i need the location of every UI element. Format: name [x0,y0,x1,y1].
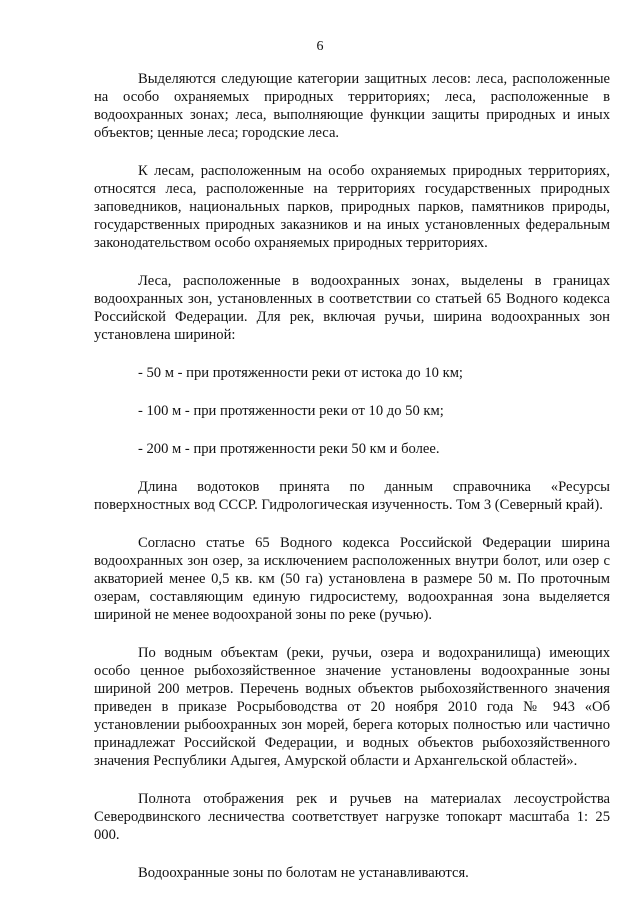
paragraph-protective-forest-categories: Выделяются следующие категории защитных лесов: леса, расположенные на особо охраняемых природных территориях; леса, расположенные в водоохранных зонах; леса, выполняющие функции защиты природных и иных объектов; ценные леса; городские леса. [94,71,610,141]
page-number: 6 [316,39,324,54]
document-body [94,70,610,902]
paragraph-watercourse-length-source: Длина водотоков принята по данным справочника «Ресурсы поверхностных вод СССР. Гидрологическая изученность. Том 3 (Северный край). [94,479,610,513]
paragraph-map-completeness: Полнота отображения рек и ручьев на материалах лесоустройства Северодвинского лесничества соответствует нагрузке топокарт масштаба 1: 25 000. [94,791,610,843]
list-item-width-100m: - 100 м - при протяженности реки от 10 до 50 км; [138,403,444,419]
paragraph-protected-areas-forests: К лесам, расположенным на особо охраняемых природных территориях, относятся леса, расположенные на территориях государственных природных заповедников, национальных парков, природных парков, памятников природы, государственных природных заказников и на иных установленных федеральным законодательством особо охраняемых природных территориях. [94,163,610,251]
paragraph-bog-zones: Водоохранные зоны по болотам не устанавливаются. [138,865,469,881]
paragraph-fishery-protection-zones: По водным объектам (реки, ручьи, озера и водохранилища) имеющих особо ценное рыбохозяйственное значение установлены водоохранные зоны шириной 200 метров. Перечень водных объектов рыбохозяйственного значения приведен в приказе Росрыбоводства от 20 ноября 2010 года № 943 «Об установлении рыбоохранных зон морей, берега которых полностью или частично принадлежат Российской Федерации, и водных объектов рыбохозяйственного значения Республики Адыгея, Амурской области и Архангельской областей». [94,645,610,769]
paragraph-water-protection-zones: Леса, расположенные в водоохранных зонах, выделены в границах водоохранных зон, установленных в соответствии со статьей 65 Водного кодекса Российской Федерации. Для рек, включая ручьи, ширина водоохранных зон установлена шириной: [94,273,610,343]
paragraph-lake-protection-zones: Согласно статье 65 Водного кодекса Российской Федерации ширина водоохранных зон озер, за исключением расположенных внутри болот, или озер с акваторией менее 0,5 кв. км (50 га) установлена в размере 50 м. По проточным озерам, составляющим единую гидросистему, водоохранная зона выделяется шириной не менее водоохраной зоны по реке (ручью). [94,535,610,623]
list-item-width-200m: - 200 м - при протяженности реки 50 км и более. [138,441,440,457]
list-item-width-50m: - 50 м - при протяженности реки от истока до 10 км; [138,365,463,381]
